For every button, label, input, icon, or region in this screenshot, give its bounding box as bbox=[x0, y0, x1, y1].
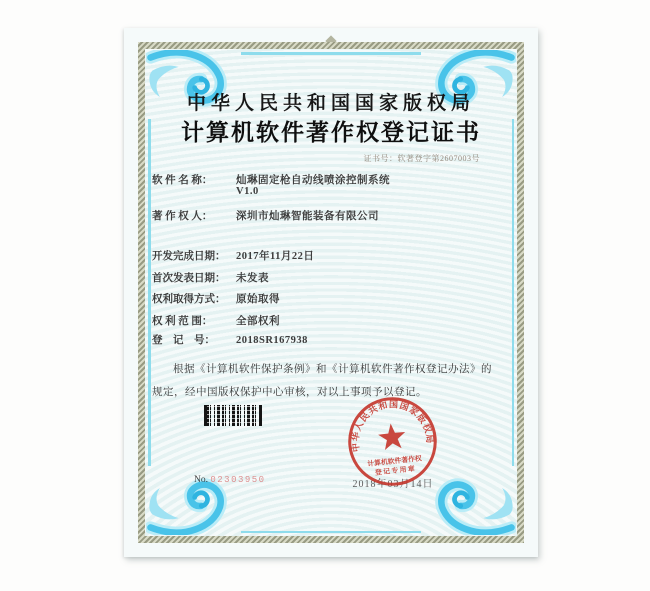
field-label: 开发完成日期： bbox=[152, 251, 226, 262]
field-label: 权 利 范 围： bbox=[152, 316, 213, 327]
field-label: 软 件 名 称： bbox=[152, 175, 213, 186]
certificate-title: 计算机软件著作权登记证书 bbox=[181, 120, 481, 145]
bottom-accent-line bbox=[241, 531, 421, 534]
seal-ring-text: 中华人民共和国国家版权局 bbox=[350, 399, 435, 453]
certificate-paper bbox=[124, 28, 538, 557]
field-value: 2017年11月22日 bbox=[236, 251, 315, 262]
field-row-software-name bbox=[152, 172, 518, 187]
seal-line1: 计算机软件著作权 bbox=[367, 455, 423, 469]
official-seal bbox=[340, 389, 444, 493]
statement-line: 规定，经中国版权保护中心审核，对以上事项予以登记。 bbox=[152, 387, 427, 398]
field-value: 2018SR167938 bbox=[236, 335, 308, 346]
field-value: 全部权利 bbox=[236, 316, 280, 327]
certificate-number-line: 证书号：软著登字第2607003号 bbox=[363, 154, 480, 163]
serial-prefix: No. bbox=[194, 475, 208, 485]
issue-date: 2018年03月14日 bbox=[352, 479, 434, 490]
field-value: V1.0 bbox=[236, 186, 259, 197]
field-label: 著 作 权 人： bbox=[152, 211, 213, 222]
field-value: 灿琳固定枪自动线喷涂控制系统 bbox=[236, 175, 390, 186]
issuer-title: 中华人民共和国国家版权局 bbox=[186, 93, 475, 114]
field-label: 权利取得方式： bbox=[152, 294, 226, 305]
serial-digits: 02303950 bbox=[210, 475, 266, 485]
field-row-first-publication bbox=[152, 270, 518, 285]
seal-line2: 登记专用章 bbox=[374, 465, 417, 477]
field-row-registration-number bbox=[152, 332, 518, 347]
barcode bbox=[204, 405, 262, 426]
field-value: 未发表 bbox=[236, 273, 269, 284]
field-row-acquisition-method bbox=[152, 291, 518, 306]
statement-line: 根据《计算机软件保护条例》和《计算机软件著作权登记办法》的 bbox=[173, 364, 492, 375]
field-value: 原始取得 bbox=[236, 294, 280, 305]
field-row-rights-scope bbox=[152, 313, 518, 328]
serial-number bbox=[194, 475, 266, 485]
left-accent-line bbox=[148, 119, 151, 466]
top-accent-line bbox=[241, 52, 421, 55]
field-label: 首次发表日期： bbox=[152, 273, 226, 284]
field-row-software-version bbox=[236, 186, 518, 197]
field-value: 深圳市灿琳智能装备有限公司 bbox=[236, 211, 379, 222]
registration-statement bbox=[152, 358, 512, 404]
field-row-copyright-owner bbox=[152, 208, 518, 223]
seal-star-icon bbox=[377, 422, 407, 450]
field-row-completion-date bbox=[152, 248, 518, 263]
field-label: 登 记 号： bbox=[152, 335, 215, 346]
